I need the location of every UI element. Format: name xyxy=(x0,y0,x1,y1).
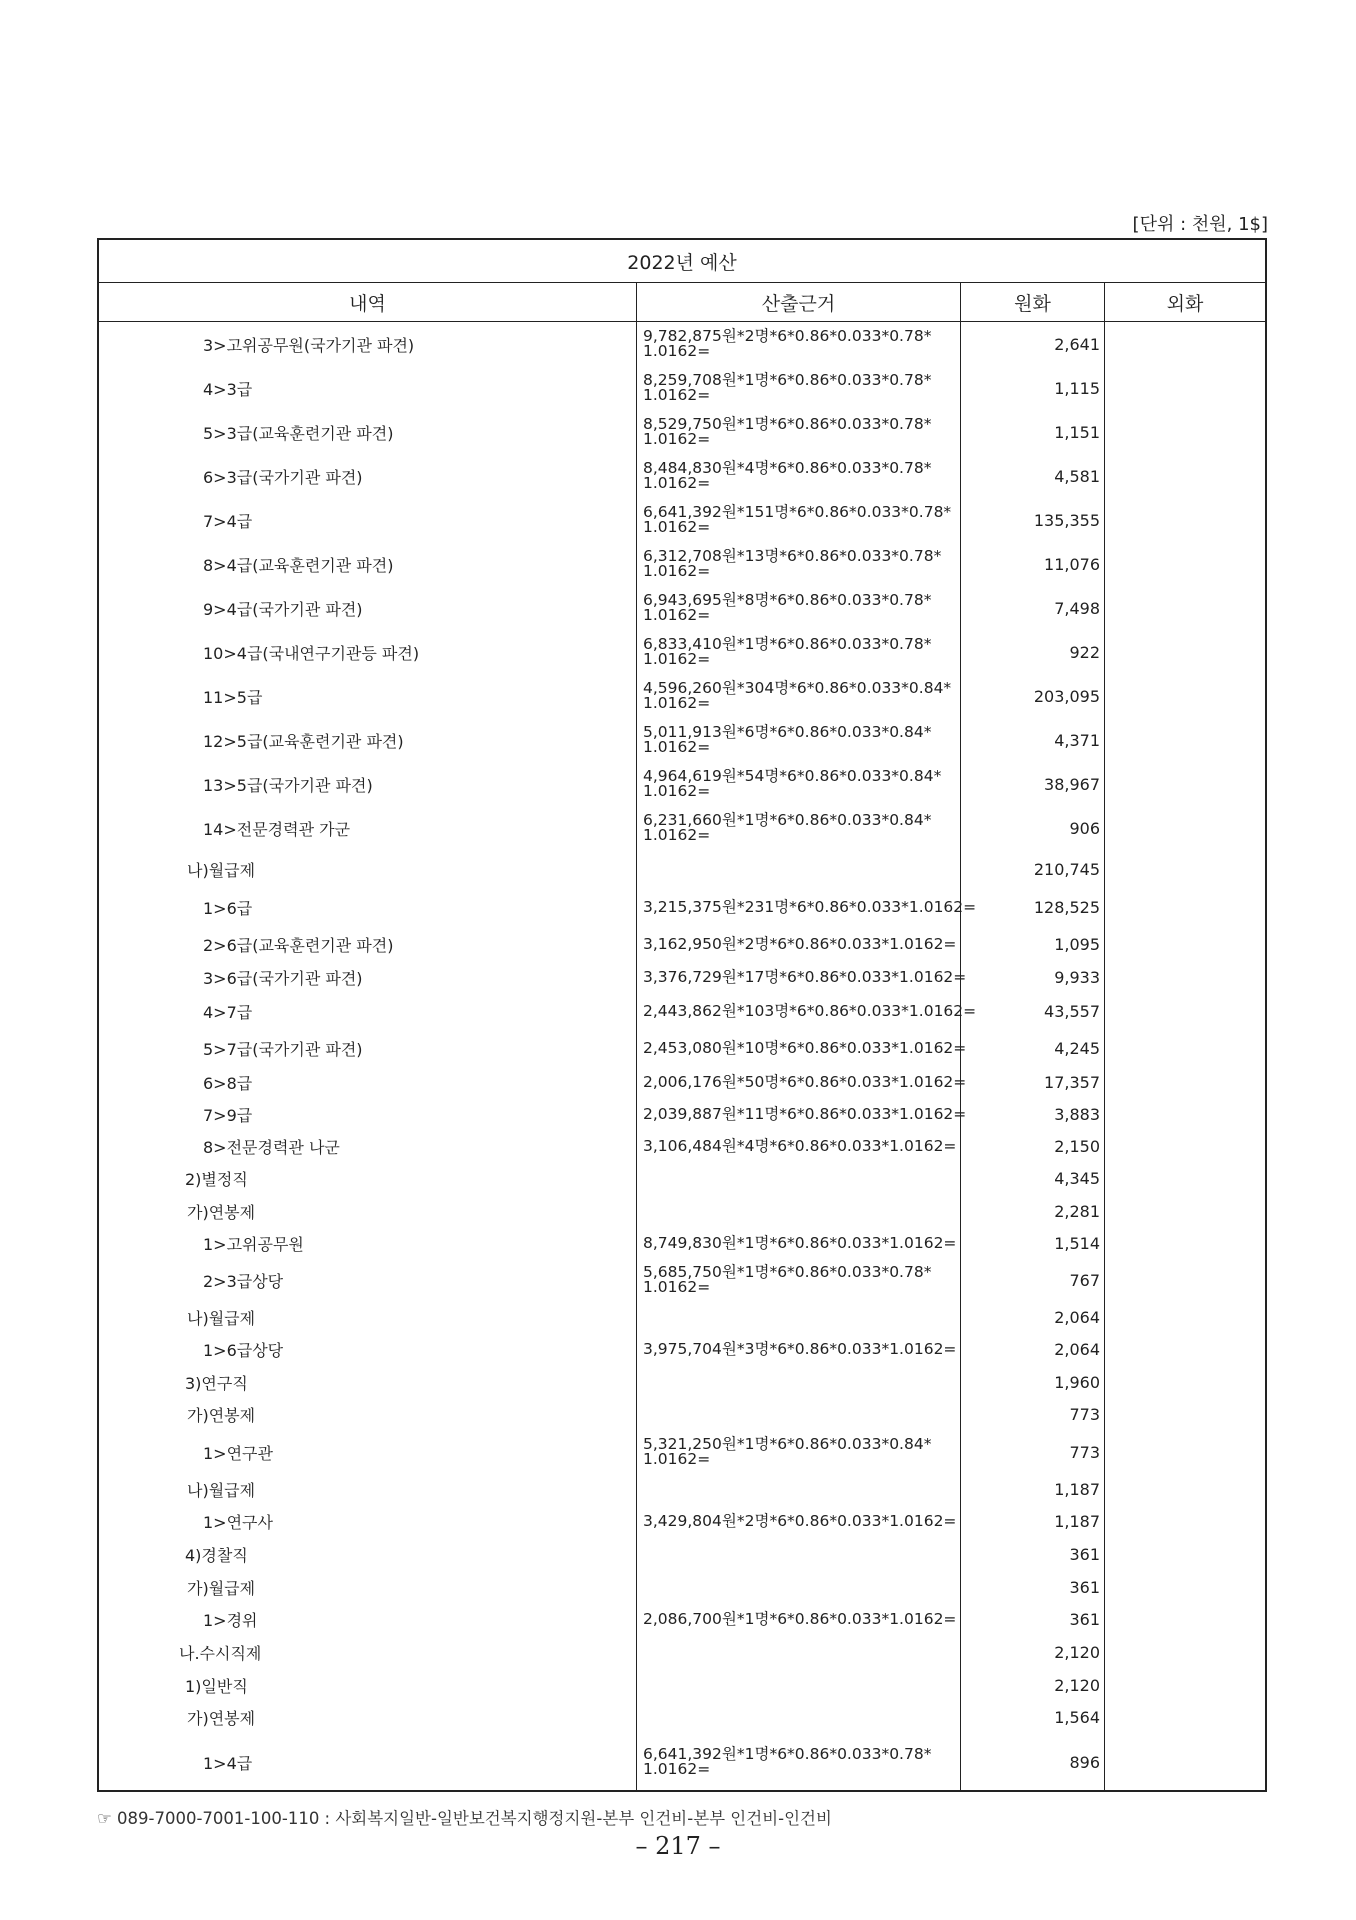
row-krw-amount: 9,933 xyxy=(961,963,1105,992)
table-row xyxy=(99,1701,1265,1734)
row-basis xyxy=(637,1431,961,1473)
table-row xyxy=(99,1259,1265,1301)
table-row xyxy=(99,322,1265,366)
row-foreign-amount xyxy=(1105,322,1265,366)
basis-line-1: 2,453,080원*10명*6*0.86*0.033*1.0162= xyxy=(643,1038,967,1057)
row-basis xyxy=(637,1259,961,1301)
row-label: 13>5급(국가기관 파견) xyxy=(99,762,637,806)
row-krw-amount: 38,967 xyxy=(961,762,1105,806)
row-krw-amount: 1,115 xyxy=(961,366,1105,410)
basis-line-1: 9,782,875원*2명*6*0.86*0.033*0.78* xyxy=(643,327,932,345)
row-basis xyxy=(637,542,961,586)
row-label: 5>7급(국가기관 파견) xyxy=(99,1030,637,1066)
basis-line-1: 2,443,862원*103명*6*0.86*0.033*1.0162= xyxy=(643,1001,977,1020)
row-basis xyxy=(637,718,961,762)
row-krw-amount: 17,357 xyxy=(961,1066,1105,1098)
row-basis xyxy=(637,963,967,992)
row-basis xyxy=(637,1571,961,1603)
row-krw-amount: 2,064 xyxy=(961,1333,1105,1366)
row-basis xyxy=(637,1538,961,1571)
basis-line-1: 3,376,729원*17명*6*0.86*0.033*1.0162= xyxy=(643,968,967,986)
row-basis xyxy=(637,1066,967,1098)
row-basis xyxy=(637,806,961,850)
row-krw-amount: 4,245 xyxy=(961,1030,1105,1066)
row-krw-amount: 922 xyxy=(961,630,1105,674)
basis-line-1: 6,641,392원*1명*6*0.86*0.033*0.78* xyxy=(643,1745,932,1763)
table-row xyxy=(99,718,1265,762)
row-label: 9>4급(국가기관 파견) xyxy=(99,586,637,630)
row-krw-amount: 4,371 xyxy=(961,718,1105,762)
basis-line-2: 1.0162= xyxy=(643,518,711,536)
basis-line-2: 1.0162= xyxy=(643,342,711,360)
row-label: 1>경위 xyxy=(99,1603,637,1636)
table-row xyxy=(99,674,1265,718)
row-label: 6>3급(국가기관 파견) xyxy=(99,454,637,498)
row-foreign-amount xyxy=(1105,1571,1265,1603)
row-krw-amount: 896 xyxy=(961,1734,1105,1790)
row-foreign-amount xyxy=(1105,1473,1265,1505)
row-basis xyxy=(637,1505,961,1538)
row-basis xyxy=(637,1195,961,1227)
row-basis xyxy=(637,1333,961,1366)
row-krw-amount: 203,095 xyxy=(961,674,1105,718)
row-label: 4>3급 xyxy=(99,366,637,410)
row-label: 3>6급(국가기관 파견) xyxy=(99,963,637,992)
table-row xyxy=(99,1162,1265,1195)
row-krw-amount: 210,745 xyxy=(961,850,1105,888)
row-label: 2)별정직 xyxy=(99,1162,637,1195)
table-row xyxy=(99,1030,1265,1066)
row-basis xyxy=(637,366,961,410)
basis-line-1: 6,641,392원*151명*6*0.86*0.033*0.78* xyxy=(643,503,952,521)
row-label: 7>4급 xyxy=(99,498,637,542)
unit-label: [단위 : 천원, 1$] xyxy=(1132,214,1268,235)
row-foreign-amount xyxy=(1105,630,1265,674)
row-foreign-amount xyxy=(1105,718,1265,762)
table-row xyxy=(99,1195,1265,1227)
row-basis xyxy=(637,454,961,498)
basis-line-2: 1.0162= xyxy=(643,650,711,668)
basis-line-1: 4,596,260원*304명*6*0.86*0.033*0.84* xyxy=(643,679,952,697)
row-basis xyxy=(637,1734,961,1790)
row-krw-amount: 2,120 xyxy=(961,1636,1105,1669)
row-label: 7>9급 xyxy=(99,1098,637,1130)
row-krw-amount: 1,960 xyxy=(961,1366,1105,1398)
row-krw-amount: 906 xyxy=(961,806,1105,850)
row-basis xyxy=(637,630,961,674)
row-label: 1>고위공무원 xyxy=(99,1227,637,1259)
table-row xyxy=(99,1130,1265,1162)
row-foreign-amount xyxy=(1105,542,1265,586)
row-foreign-amount xyxy=(1105,762,1265,806)
table-row xyxy=(99,1333,1265,1366)
row-basis xyxy=(637,762,961,806)
col-header-basis: 산출근거 xyxy=(637,283,961,321)
row-basis xyxy=(637,1473,961,1505)
row-label: 나.수시직제 xyxy=(99,1636,637,1669)
row-basis xyxy=(637,1301,961,1333)
row-foreign-amount xyxy=(1105,366,1265,410)
table-row xyxy=(99,806,1265,850)
basis-line-2: 1.0162= xyxy=(643,1278,711,1296)
row-basis xyxy=(637,888,977,926)
row-foreign-amount xyxy=(1105,1636,1265,1669)
row-label: 1>6급 xyxy=(99,888,637,926)
row-krw-amount: 2,064 xyxy=(961,1301,1105,1333)
row-label: 11>5급 xyxy=(99,674,637,718)
basis-line-1: 3,106,484원*4명*6*0.86*0.033*1.0162= xyxy=(643,1136,957,1155)
basis-line-2: 1.0162= xyxy=(643,738,711,756)
basis-line-2: 1.0162= xyxy=(643,606,711,624)
basis-line-1: 5,685,750원*1명*6*0.86*0.033*0.78* xyxy=(643,1263,932,1281)
row-krw-amount: 1,187 xyxy=(961,1473,1105,1505)
row-krw-amount: 1,564 xyxy=(961,1701,1105,1734)
row-krw-amount: 2,120 xyxy=(961,1669,1105,1701)
row-krw-amount: 773 xyxy=(961,1398,1105,1431)
basis-line-2: 1.0162= xyxy=(643,782,711,800)
row-krw-amount: 3,883 xyxy=(961,1098,1105,1130)
row-basis xyxy=(637,1636,961,1669)
row-label: 1>연구관 xyxy=(99,1431,637,1473)
row-foreign-amount xyxy=(1105,1030,1265,1066)
row-label: 1>연구사 xyxy=(99,1505,637,1538)
row-basis xyxy=(637,1030,967,1066)
row-krw-amount: 1,514 xyxy=(961,1227,1105,1259)
table-row xyxy=(99,1366,1265,1398)
row-krw-amount: 43,557 xyxy=(961,992,1105,1030)
table-row xyxy=(99,498,1265,542)
row-label: 12>5급(교육훈련기관 파견) xyxy=(99,718,637,762)
row-basis xyxy=(637,1669,961,1701)
row-label: 14>전문경력관 가군 xyxy=(99,806,637,850)
row-label: 1)일반직 xyxy=(99,1669,637,1701)
row-foreign-amount xyxy=(1105,1195,1265,1227)
page-number: – 217 – xyxy=(635,1832,721,1860)
row-basis xyxy=(637,1227,961,1259)
table-row xyxy=(99,1636,1265,1669)
row-krw-amount: 361 xyxy=(961,1603,1105,1636)
row-basis xyxy=(637,674,961,718)
row-krw-amount: 4,581 xyxy=(961,454,1105,498)
col-header-foreign: 외화 xyxy=(1166,292,1204,315)
row-label: 나)월급제 xyxy=(99,1473,637,1505)
table-row xyxy=(99,366,1265,410)
row-basis xyxy=(637,850,961,888)
basis-line-2: 1.0162= xyxy=(643,474,711,492)
basis-line-1: 3,975,704원*3명*6*0.86*0.033*1.0162= xyxy=(643,1340,957,1358)
table-row xyxy=(99,1431,1265,1473)
row-krw-amount: 1,151 xyxy=(961,410,1105,454)
basis-line-1: 2,086,700원*1명*6*0.86*0.033*1.0162= xyxy=(643,1610,957,1628)
row-basis xyxy=(637,1603,961,1636)
row-label: 가)월급제 xyxy=(99,1571,637,1603)
table-row xyxy=(99,586,1265,630)
basis-line-1: 3,215,375원*231명*6*0.86*0.033*1.0162= xyxy=(643,897,977,916)
table-row xyxy=(99,1669,1265,1701)
row-foreign-amount xyxy=(1105,888,1265,926)
row-basis xyxy=(637,410,961,454)
row-basis xyxy=(637,1098,967,1130)
table-body xyxy=(99,322,1265,1790)
row-foreign-amount xyxy=(1105,1333,1265,1366)
row-label: 8>전문경력관 나군 xyxy=(99,1130,637,1162)
table-row xyxy=(99,762,1265,806)
table-row xyxy=(99,1734,1265,1790)
basis-line-1: 8,749,830원*1명*6*0.86*0.033*1.0162= xyxy=(643,1233,957,1252)
table-row xyxy=(99,963,1265,992)
row-foreign-amount xyxy=(1105,454,1265,498)
row-basis xyxy=(637,926,961,963)
row-foreign-amount xyxy=(1105,1130,1265,1162)
table-row xyxy=(99,1538,1265,1571)
row-label: 2>3급상당 xyxy=(99,1259,637,1301)
row-foreign-amount xyxy=(1105,1162,1265,1195)
row-basis xyxy=(637,992,977,1030)
row-label: 가)연봉제 xyxy=(99,1195,637,1227)
row-label: 5>3급(교육훈련기관 파견) xyxy=(99,410,637,454)
row-foreign-amount xyxy=(1105,1538,1265,1571)
row-foreign-amount xyxy=(1105,1098,1265,1130)
row-foreign-amount xyxy=(1105,498,1265,542)
row-krw-amount: 773 xyxy=(961,1431,1105,1473)
row-basis xyxy=(637,498,961,542)
basis-line-1: 6,231,660원*1명*6*0.86*0.033*0.84* xyxy=(643,811,932,829)
basis-line-1: 3,429,804원*2명*6*0.86*0.033*1.0162= xyxy=(643,1512,957,1530)
basis-line-1: 8,259,708원*1명*6*0.86*0.033*0.78* xyxy=(643,371,932,389)
basis-line-1: 3,162,950원*2명*6*0.86*0.033*1.0162= xyxy=(643,935,957,953)
row-label: 3>고위공무원(국가기관 파견) xyxy=(99,322,637,366)
row-krw-amount: 2,641 xyxy=(961,322,1105,366)
basis-line-1: 6,833,410원*1명*6*0.86*0.033*0.78* xyxy=(643,635,932,653)
row-krw-amount: 1,095 xyxy=(961,926,1105,963)
row-foreign-amount xyxy=(1105,963,1265,992)
row-foreign-amount xyxy=(1105,586,1265,630)
row-foreign-amount xyxy=(1105,1701,1265,1734)
row-foreign-amount xyxy=(1105,1669,1265,1701)
row-foreign-amount xyxy=(1105,850,1265,888)
row-foreign-amount xyxy=(1105,1366,1265,1398)
table-row xyxy=(99,1066,1265,1098)
basis-line-2: 1.0162= xyxy=(643,562,711,580)
col-header-item: 내역 xyxy=(99,283,637,321)
table-row xyxy=(99,410,1265,454)
row-foreign-amount xyxy=(1105,1259,1265,1301)
basis-line-2: 1.0162= xyxy=(643,826,711,844)
row-krw-amount: 1,187 xyxy=(961,1505,1105,1538)
table-row xyxy=(99,1571,1265,1603)
basis-line-2: 1.0162= xyxy=(643,386,711,404)
row-basis xyxy=(637,1701,961,1734)
row-label: 4)경찰직 xyxy=(99,1538,637,1571)
row-krw-amount: 135,355 xyxy=(961,498,1105,542)
basis-line-1: 5,321,250원*1명*6*0.86*0.033*0.84* xyxy=(643,1435,932,1453)
row-label: 나)월급제 xyxy=(99,1301,637,1333)
account-code-note: ☞ 089-7000-7001-100-110 : 사회복지일반-일반보건복지행정지원-본부 인건비-본부 인건비-인건비 xyxy=(97,1809,832,1828)
table-row xyxy=(99,1098,1265,1130)
row-krw-amount: 7,498 xyxy=(961,586,1105,630)
table-row xyxy=(99,926,1265,963)
row-label: 가)연봉제 xyxy=(99,1701,637,1734)
row-foreign-amount xyxy=(1105,992,1265,1030)
row-label: 1>4급 xyxy=(99,1734,637,1790)
basis-line-1: 8,484,830원*4명*6*0.86*0.033*0.78* xyxy=(643,459,932,477)
table-row xyxy=(99,1301,1265,1333)
table-row xyxy=(99,542,1265,586)
row-foreign-amount xyxy=(1105,1505,1265,1538)
row-label: 3)연구직 xyxy=(99,1366,637,1398)
row-label: 6>8급 xyxy=(99,1066,637,1098)
row-foreign-amount xyxy=(1105,1227,1265,1259)
table-row xyxy=(99,1603,1265,1636)
row-label: 나)월급제 xyxy=(99,850,637,888)
basis-line-1: 6,312,708원*13명*6*0.86*0.033*0.78* xyxy=(643,547,942,565)
table-row xyxy=(99,888,1265,926)
row-krw-amount: 4,345 xyxy=(961,1162,1105,1195)
table-row xyxy=(99,454,1265,498)
row-foreign-amount xyxy=(1105,806,1265,850)
row-krw-amount: 361 xyxy=(961,1571,1105,1603)
row-label: 8>4급(교육훈련기관 파견) xyxy=(99,542,637,586)
row-label: 2>6급(교육훈련기관 파견) xyxy=(99,926,637,963)
row-foreign-amount xyxy=(1105,1066,1265,1098)
basis-line-1: 5,011,913원*6명*6*0.86*0.033*0.84* xyxy=(643,723,932,741)
row-foreign-amount xyxy=(1105,1603,1265,1636)
row-foreign-amount xyxy=(1105,674,1265,718)
row-krw-amount: 2,150 xyxy=(961,1130,1105,1162)
row-label: 4>7급 xyxy=(99,992,637,1030)
basis-line-1: 8,529,750원*1명*6*0.86*0.033*0.78* xyxy=(643,415,932,433)
budget-table xyxy=(97,238,1267,1792)
row-krw-amount: 767 xyxy=(961,1259,1105,1301)
row-foreign-amount xyxy=(1105,1431,1265,1473)
basis-line-2: 1.0162= xyxy=(643,1760,711,1778)
row-krw-amount: 11,076 xyxy=(961,542,1105,586)
table-row xyxy=(99,1505,1265,1538)
row-basis xyxy=(637,1130,961,1162)
col-header-krw: 원화 xyxy=(961,283,1105,321)
row-foreign-amount xyxy=(1105,1398,1265,1431)
table-row xyxy=(99,850,1265,888)
row-foreign-amount xyxy=(1105,1301,1265,1333)
row-foreign-amount xyxy=(1105,410,1265,454)
row-foreign-amount xyxy=(1105,1734,1265,1790)
row-label: 가)연봉제 xyxy=(99,1398,637,1431)
basis-line-1: 2,039,887원*11명*6*0.86*0.033*1.0162= xyxy=(643,1104,967,1123)
row-basis xyxy=(637,1366,961,1398)
table-row xyxy=(99,992,1265,1030)
table-row xyxy=(99,1473,1265,1505)
row-basis xyxy=(637,586,961,630)
row-krw-amount: 361 xyxy=(961,1538,1105,1571)
row-basis xyxy=(637,322,961,366)
year-header: 2022년 예산 xyxy=(99,240,1265,283)
row-foreign-amount xyxy=(1105,926,1265,963)
table-row xyxy=(99,1398,1265,1431)
column-headers xyxy=(99,283,1265,322)
basis-line-2: 1.0162= xyxy=(643,1450,711,1468)
row-basis xyxy=(637,1398,961,1431)
table-row xyxy=(99,1227,1265,1259)
basis-line-1: 4,964,619원*54명*6*0.86*0.033*0.84* xyxy=(643,767,942,785)
row-krw-amount: 2,281 xyxy=(961,1195,1105,1227)
basis-line-2: 1.0162= xyxy=(643,430,711,448)
row-label: 1>6급상당 xyxy=(99,1333,637,1366)
table-row xyxy=(99,630,1265,674)
basis-line-1: 2,006,176원*50명*6*0.86*0.033*1.0162= xyxy=(643,1072,967,1091)
row-krw-amount: 128,525 xyxy=(961,888,1105,926)
row-basis xyxy=(637,1162,961,1195)
basis-line-2: 1.0162= xyxy=(643,694,711,712)
basis-line-1: 6,943,695원*8명*6*0.86*0.033*0.78* xyxy=(643,591,932,609)
row-label: 10>4급(국내연구기관등 파견) xyxy=(99,630,637,674)
